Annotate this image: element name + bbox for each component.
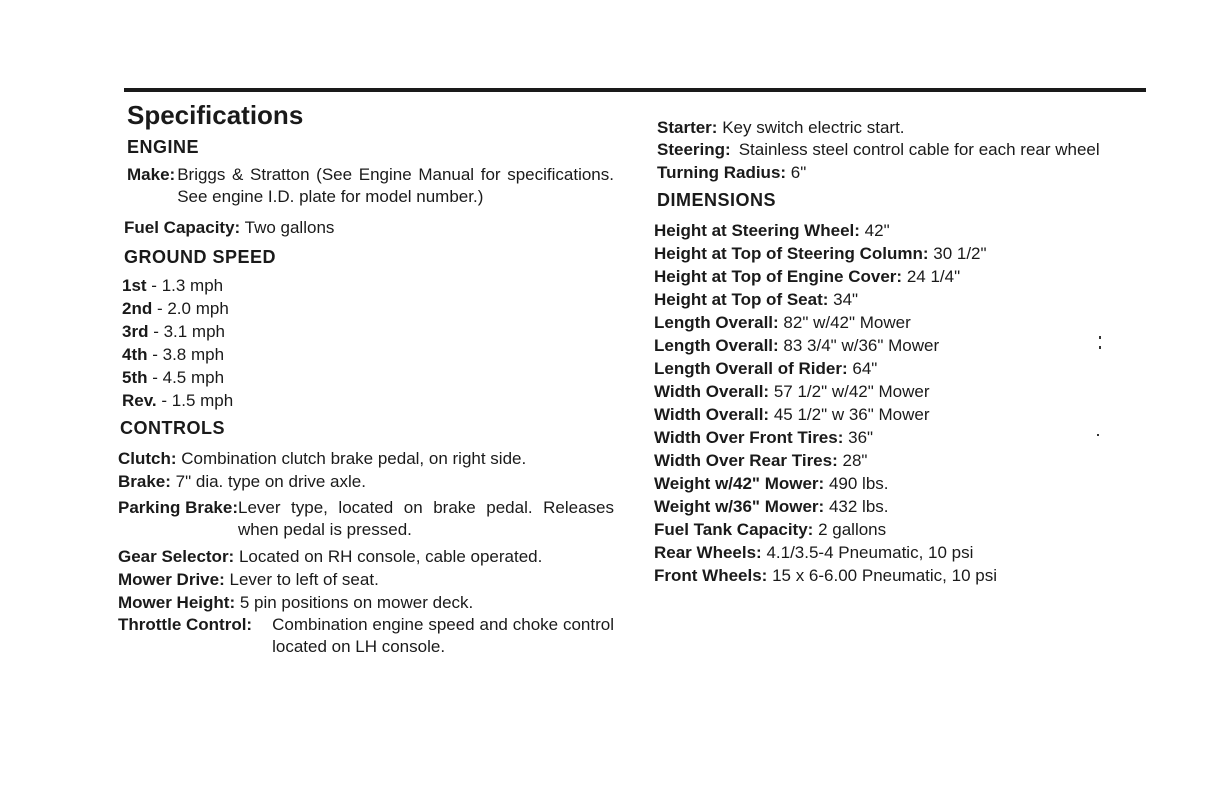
dimension-label: Width Over Rear Tires: bbox=[654, 451, 838, 470]
speed-value: 1.3 mph bbox=[161, 276, 224, 295]
dimension-value: 2 gallons bbox=[818, 520, 887, 539]
dimension-value: 4.1/3.5-4 Pneumatic, 10 psi bbox=[766, 543, 974, 562]
speed-sep: - bbox=[147, 368, 163, 387]
dimension-row bbox=[654, 518, 1154, 541]
brake-label: Brake: bbox=[118, 472, 171, 491]
speed-list bbox=[122, 274, 614, 412]
scan-speck bbox=[1099, 346, 1101, 349]
dimension-label: Height at Top of Steering Column: bbox=[654, 244, 929, 263]
dimension-value: 28" bbox=[842, 451, 868, 470]
dimension-label: Fuel Tank Capacity: bbox=[654, 520, 814, 539]
speed-value: 3.8 mph bbox=[162, 345, 225, 364]
clutch-label: Clutch: bbox=[118, 449, 177, 468]
dimension-value: 57 1/2" w/42" Mower bbox=[773, 382, 930, 401]
dimension-row bbox=[654, 380, 1154, 403]
dimension-row bbox=[654, 242, 1154, 265]
gear-selector-value: Located on RH console, cable operated. bbox=[238, 547, 543, 566]
starter-spec bbox=[657, 116, 1154, 139]
speed-row bbox=[122, 274, 614, 297]
left-column bbox=[114, 100, 614, 658]
mower-drive-spec bbox=[118, 568, 614, 591]
dimension-label: Length Overall of Rider: bbox=[654, 359, 848, 378]
dimension-row bbox=[654, 311, 1154, 334]
dimensions-header: DIMENSIONS bbox=[657, 190, 777, 210]
speed-value: 2.0 mph bbox=[167, 299, 229, 318]
mower-height-label: Mower Height: bbox=[118, 593, 236, 612]
dimension-value: 83 3/4" w/36" Mower bbox=[783, 336, 940, 355]
throttle-control-label: Throttle Control: bbox=[118, 615, 253, 634]
dimension-row bbox=[654, 495, 1154, 518]
dimension-row bbox=[654, 357, 1154, 380]
dimension-value: 64" bbox=[852, 359, 878, 378]
throttle-control-value: Combination engine speed and choke control located on LH console. bbox=[272, 615, 614, 656]
mower-drive-label: Mower Drive: bbox=[118, 570, 225, 589]
mower-drive-value: Lever to left of seat. bbox=[229, 570, 379, 589]
dimension-label: Width Overall: bbox=[654, 382, 770, 401]
dimension-row bbox=[654, 265, 1154, 288]
dimension-value: 36" bbox=[848, 428, 874, 447]
dimension-row bbox=[654, 541, 1154, 564]
dimension-value: 432 lbs. bbox=[828, 497, 889, 516]
starter-value: Key switch electric start. bbox=[722, 118, 905, 137]
speed-row bbox=[122, 343, 614, 366]
turning-radius-label: Turning Radius: bbox=[657, 163, 787, 182]
dimension-value: 34" bbox=[833, 290, 859, 309]
steering-spec bbox=[657, 139, 1154, 161]
speed-value: 3.1 mph bbox=[163, 322, 226, 341]
dimension-value: 490 lbs. bbox=[828, 474, 889, 493]
dimension-value: 82" w/42" Mower bbox=[783, 313, 911, 332]
parking-brake-spec bbox=[118, 497, 614, 541]
mower-height-spec bbox=[118, 591, 614, 614]
dimension-value: 24 1/4" bbox=[906, 267, 961, 286]
make-spec bbox=[127, 164, 614, 208]
dimension-value: 15 x 6-6.00 Pneumatic, 10 psi bbox=[772, 566, 997, 585]
dimension-row bbox=[654, 426, 1154, 449]
scan-speck bbox=[1097, 434, 1099, 436]
gear-selector-spec bbox=[118, 545, 614, 568]
dimension-value: 45 1/2" w 36" Mower bbox=[773, 405, 930, 424]
dimension-row bbox=[654, 334, 1154, 357]
starter-label: Starter: bbox=[657, 118, 718, 137]
steering-value: Stainless steel control cable for each rear wheel bbox=[738, 140, 1100, 159]
speed-sep: - bbox=[152, 299, 168, 318]
speed-sep: - bbox=[147, 345, 163, 364]
page-title: Specifications bbox=[127, 100, 304, 130]
brake-value: 7" dia. type on drive axle. bbox=[175, 472, 366, 491]
dimension-row bbox=[654, 403, 1154, 426]
dimension-row bbox=[654, 449, 1154, 472]
dimension-row bbox=[654, 288, 1154, 311]
dimension-value: 30 1/2" bbox=[933, 244, 987, 263]
fuel-capacity-spec bbox=[124, 216, 614, 239]
turning-radius-spec bbox=[657, 161, 1154, 184]
dimension-label: Front Wheels: bbox=[654, 566, 768, 585]
speed-row bbox=[122, 297, 614, 320]
steering-label: Steering: bbox=[657, 140, 731, 159]
engine-header: ENGINE bbox=[127, 137, 200, 157]
dimensions-list bbox=[654, 219, 1154, 587]
controls-header: CONTROLS bbox=[120, 418, 225, 438]
speed-row bbox=[122, 389, 614, 412]
controls-list bbox=[118, 447, 614, 658]
scan-speck bbox=[1099, 336, 1101, 339]
dimension-row bbox=[654, 472, 1154, 495]
turning-radius-value: 6" bbox=[790, 163, 807, 182]
speed-gear: 2nd bbox=[122, 299, 153, 318]
fuel-capacity-label: Fuel Capacity: bbox=[124, 218, 241, 237]
dimension-label: Weight w/42" Mower: bbox=[654, 474, 825, 493]
dimension-label: Width Overall: bbox=[654, 405, 770, 424]
speed-value: 4.5 mph bbox=[162, 368, 225, 387]
dimension-row bbox=[654, 564, 1154, 587]
make-label: Make: bbox=[127, 165, 176, 184]
fuel-capacity-value: Two gallons bbox=[244, 218, 335, 237]
dimension-label: Weight w/36" Mower: bbox=[654, 497, 825, 516]
parking-brake-value: Lever type, located on brake pedal. Releases when pedal is pressed. bbox=[238, 498, 614, 539]
make-value: Briggs & Stratton (See Engine Manual for specifications. See engine I.D. plate for model number.) bbox=[177, 165, 614, 206]
dimension-label: Width Over Front Tires: bbox=[654, 428, 844, 447]
gear-selector-label: Gear Selector: bbox=[118, 547, 235, 566]
speed-sep: - bbox=[148, 322, 164, 341]
dimension-label: Rear Wheels: bbox=[654, 543, 762, 562]
speed-gear: 1st bbox=[122, 276, 147, 295]
dimension-label: Height at Steering Wheel: bbox=[654, 221, 860, 240]
speed-gear: 4th bbox=[122, 345, 148, 364]
clutch-spec bbox=[118, 447, 614, 470]
speed-row bbox=[122, 366, 614, 389]
speed-gear: 5th bbox=[122, 368, 148, 387]
speed-sep: - bbox=[146, 276, 162, 295]
speed-row bbox=[122, 320, 614, 343]
mower-height-value: 5 pin positions on mower deck. bbox=[239, 593, 474, 612]
right-column bbox=[644, 116, 1154, 587]
clutch-value: Combination clutch brake pedal, on right side. bbox=[181, 449, 527, 468]
speed-gear: 3rd bbox=[122, 322, 149, 341]
parking-brake-label: Parking Brake: bbox=[118, 498, 238, 517]
dimension-row bbox=[654, 219, 1154, 242]
dimension-label: Height at Top of Seat: bbox=[654, 290, 829, 309]
ground-speed-header: GROUND SPEED bbox=[124, 247, 277, 267]
dimension-label: Length Overall: bbox=[654, 313, 779, 332]
dimension-value: 42" bbox=[864, 221, 890, 240]
dimension-label: Length Overall: bbox=[654, 336, 779, 355]
speed-gear: Rev. bbox=[122, 391, 157, 410]
speed-sep: - bbox=[156, 391, 172, 410]
dimension-label: Height at Top of Engine Cover: bbox=[654, 267, 903, 286]
speed-value: 1.5 mph bbox=[171, 391, 234, 410]
throttle-control-spec bbox=[118, 614, 614, 658]
header-rule bbox=[124, 88, 1146, 92]
brake-spec bbox=[118, 470, 614, 493]
